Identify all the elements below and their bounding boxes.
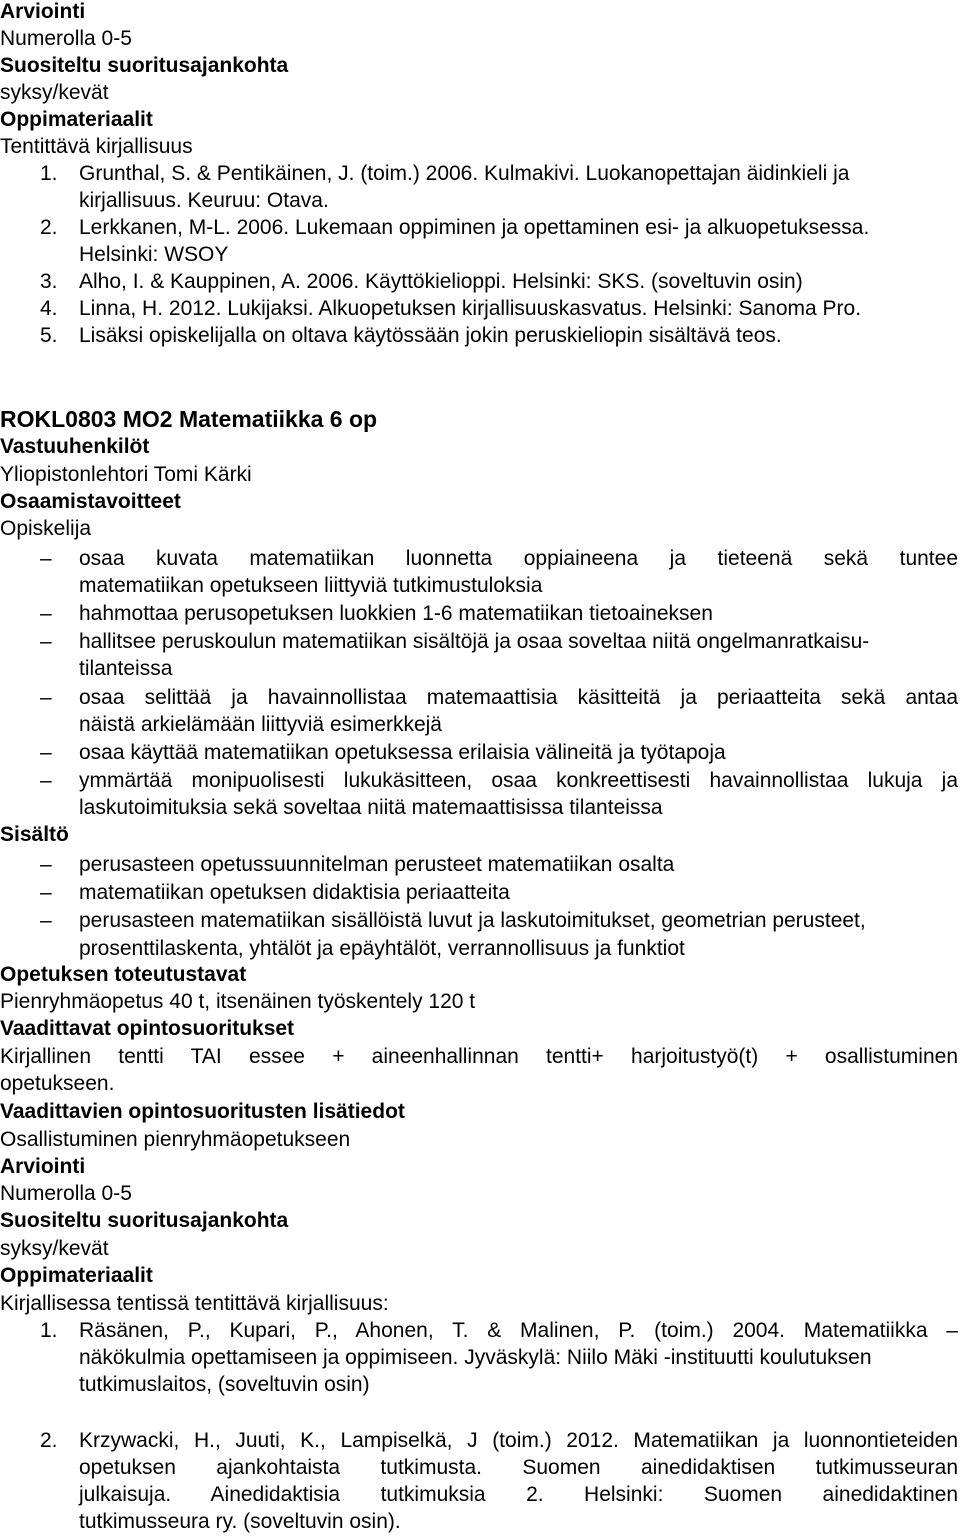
arviointi-heading: Arviointi [0,0,86,23]
lisatiedot-value: Osallistuminen pienryhmäopetukseen [0,1128,351,1151]
content-text: perusasteen opetussuunnitelman perusteet matematiikan osalta [79,853,675,876]
list-number: 1. [40,162,58,185]
materiaalit-intro: Tentittävä kirjallisuus [0,135,193,158]
reference-text: Alho, I. & Kauppinen, A. 2006. Käyttökielioppi. Helsinki: SKS. (soveltuvin osin) [79,270,803,293]
dash-bullet: – [40,630,52,653]
reference-text: Lerkkanen, M-L. 2006. Lukemaan oppiminen ja opettaminen esi- ja alkuopetuksessa. [79,216,870,239]
dash-bullet: – [40,602,52,625]
dash-bullet: – [40,741,52,764]
goal-text: näistä arkielämään liittyviä esimerkkejä [79,713,442,736]
goal-text: ymmärtää monipuolisesti lukukäsitteen, osaa konkreettisesti havainnollistaa lukuja ja [79,769,958,792]
dash-bullet: – [40,686,52,709]
reference-text: Lisäksi opiskelijalla on oltava käytössään jokin peruskieliopin sisältävä teos. [79,324,782,347]
reference-text: julkaisuja. Ainedidaktisia tutkimuksia 2. Helsinki: Suomen ainedidaktinen [79,1483,958,1506]
materiaalit-heading: Oppimateriaalit [0,108,153,131]
goal-text: hallitsee peruskoulun matematiikan sisältöjä ja osaa soveltaa niitä ongelmanratkaisu- [79,630,870,653]
ajankohta-value: syksy/kevät [0,81,109,104]
goal-text: laskutoimituksia sekä soveltaa niitä matemaattisissa tilanteissa [79,796,663,819]
dash-bullet: – [40,881,52,904]
reference-text: Krzywacki, H., Juuti, K., Lampiselkä, J (toim.) 2012. Matematiikan ja luonnontieteiden [79,1429,958,1452]
vaaditut-value-cont: opetukseen. [0,1072,115,1095]
vaaditut-heading: Vaadittavat opintosuoritukset [0,1017,295,1040]
content-text: matematiikan opetuksen didaktisia periaatteita [79,881,510,904]
dash-bullet: – [40,853,52,876]
list-number: 4. [40,297,58,320]
goal-text: hahmottaa perusopetuksen luokkien 1-6 matematiikan tietoaineksen [79,602,713,625]
sisalto-heading: Sisältö [0,823,69,846]
list-number: 1. [40,1319,58,1342]
ajankohta-heading: Suositeltu suoritusajankohta [0,54,289,77]
list-number: 5. [40,324,58,347]
vaaditut-value: Kirjallinen tentti TAI essee + aineenhallinnan tentti+ harjoitustyö(t) + osallistuminen [0,1045,958,1068]
reference-text: tutkimusseura ry. (soveltuvin osin). [79,1510,401,1533]
vastuu-heading: Vastuuhenkilöt [0,435,150,458]
materiaalit-intro: Kirjallisessa tentissä tentittävä kirjallisuus: [0,1292,389,1315]
arviointi-heading: Arviointi [0,1155,86,1178]
goal-text: osaa kuvata matematiikan luonnetta oppiaineena ja tieteenä sekä tuntee [79,547,958,570]
reference-text: Räsänen, P., Kupari, P., Ahonen, T. & Malinen, P. (toim.) 2004. Matematiikka – [79,1319,958,1342]
reference-text: näkökulmia opettamiseen ja oppimiseen. Jyväskylä: Niilo Mäki -instituutti koulutuksen [79,1346,872,1369]
reference-text: Linna, H. 2012. Lukijaksi. Alkuopetuksen kirjallisuuskasvatus. Helsinki: Sanoma Pro. [79,297,862,320]
dash-bullet: – [40,547,52,570]
materiaalit-heading: Oppimateriaalit [0,1264,153,1287]
tavoitteet-intro: Opiskelija [0,517,92,540]
content-text: prosenttilaskenta, yhtälöt ja epäyhtälöt, verrannollisuus ja funktiot [79,937,685,960]
goal-text: matematiikan opetukseen liittyviä tutkimustuloksia [79,574,543,597]
content-text: perusasteen matematiikan sisällöistä luvut ja laskutoimitukset, geometrian perusteet, [79,909,866,932]
course-title: ROKL0803 MO2 Matematiikka 6 op [0,406,378,432]
reference-text: opetuksen ajankohtaista tutkimusta. Suomen ainedidaktisen tutkimusseuran [79,1456,958,1479]
ajankohta-heading: Suositeltu suoritusajankohta [0,1209,289,1232]
list-number: 3. [40,270,58,293]
lisatiedot-heading: Vaadittavien opintosuoritusten lisätiedot [0,1100,405,1123]
goal-text: tilanteissa [79,657,173,680]
reference-text: Grunthal, S. & Pentikäinen, J. (toim.) 2006. Kulmakivi. Luokanopettajan äidinkieli ja [79,162,850,185]
goal-text: osaa selittää ja havainnollistaa matemaattisia käsitteitä ja periaatteita sekä antaa [79,686,958,709]
ajankohta-value: syksy/kevät [0,1237,109,1260]
tavoitteet-heading: Osaamistavoitteet [0,490,181,513]
vastuu-value: Yliopistonlehtori Tomi Kärki [0,463,252,486]
toteutus-value: Pienryhmäopetus 40 t, itsenäinen työskentely 120 t [0,990,476,1013]
arviointi-value: Numerolla 0-5 [0,1182,132,1205]
arviointi-value: Numerolla 0-5 [0,27,132,50]
dash-bullet: – [40,909,52,932]
reference-text: kirjallisuus. Keuruu: Otava. [79,189,329,212]
toteutus-heading: Opetuksen toteutustavat [0,963,247,986]
list-number: 2. [40,216,58,239]
dash-bullet: – [40,769,52,792]
list-number: 2. [40,1429,58,1452]
reference-text: Helsinki: WSOY [79,243,229,266]
goal-text: osaa käyttää matematiikan opetuksessa erilaisia välineitä ja työtapoja [79,741,726,764]
reference-text: tutkimuslaitos, (soveltuvin osin) [79,1373,370,1396]
